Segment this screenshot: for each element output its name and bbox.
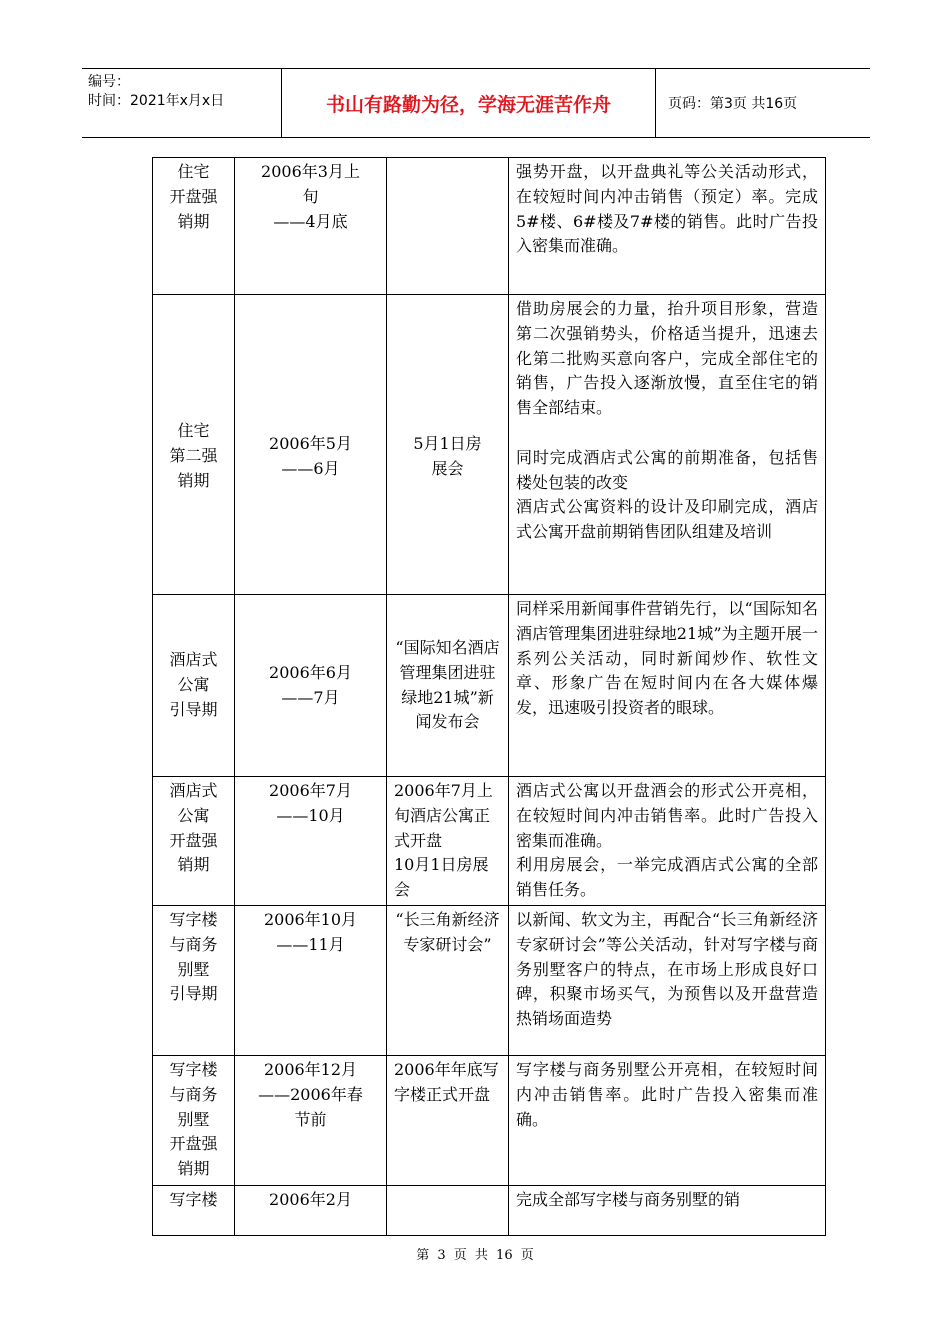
- strategy-paragraph: 利用房展会，一举完成酒店式公寓的全部销售任务。: [516, 855, 818, 900]
- header-motto: 书山有路勤为径，学海无涯苦作舟: [282, 69, 656, 137]
- table-row: [153, 295, 826, 595]
- event-cell: “国际知名酒店管理集团进驻绿地21城”新闻发布会: [387, 595, 509, 777]
- strategy-cell: [509, 1055, 826, 1185]
- sales-schedule-table: [152, 157, 826, 1236]
- event-cell: [387, 1185, 509, 1235]
- header-page-number: 页码：第3页 共16页: [668, 96, 798, 112]
- time-cell: 2006年5月 ——6月: [235, 295, 387, 595]
- document-number-label: 编号：: [88, 74, 130, 90]
- table-row: [153, 158, 826, 295]
- stage-cell: 写字楼 与商务 别墅 引导期: [153, 905, 235, 1055]
- header-meta: [82, 69, 282, 137]
- event-cell: 2006年7月上旬酒店公寓正式开盘 10月1日房展会: [387, 777, 509, 906]
- strategy-paragraph: 完成全部写字楼与商务别墅的销: [516, 1189, 741, 1209]
- table-row: [153, 777, 826, 906]
- time-cell: 2006年6月 ——7月: [235, 595, 387, 777]
- stage-cell: 写字楼: [153, 1185, 235, 1235]
- strategy-cell: [509, 905, 826, 1055]
- table-row: [153, 905, 826, 1055]
- stage-cell: 住宅 第二强 销期: [153, 295, 235, 595]
- strategy-paragraph: [516, 421, 818, 446]
- strategy-paragraph: 写字楼与商务别墅公开亮相，在较短时间内冲击销售率。此时广告投入密集而准确。: [516, 1059, 818, 1129]
- strategy-paragraph: 以新闻、软文为主，再配合“长三角新经济专家研讨会”等公关活动，针对写字楼与商务别墅客户的特点，在市场上形成良好口碑，积聚市场买气，为预售以及开盘营造热销场面造势: [516, 909, 818, 1029]
- table-row: [153, 595, 826, 777]
- stage-cell: 住宅 开盘强 销期: [153, 158, 235, 295]
- strategy-cell: [509, 295, 826, 595]
- time-cell: 2006年7月 ——10月: [235, 777, 387, 906]
- strategy-paragraph: 借助房展会的力量，抬升项目形象，营造第二次强销势头，价格适当提升，迅速去化第二批购买意向客户，完成全部住宅的销售，广告投入逐渐放慢，直至住宅的销售全部结束。: [516, 299, 818, 418]
- strategy-cell: [509, 1185, 826, 1235]
- time-cell: 2006年10月 ——11月: [235, 905, 387, 1055]
- page-footer: 第 3 页 共 16 页: [416, 1248, 534, 1263]
- table-row: [153, 1185, 826, 1235]
- strategy-cell: [509, 777, 826, 906]
- strategy-cell: [509, 595, 826, 777]
- event-cell: 5月1日房 展会: [387, 295, 509, 595]
- stage-cell: 写字楼 与商务 别墅 开盘强 销期: [153, 1055, 235, 1185]
- stage-cell: 酒店式 公寓 引导期: [153, 595, 235, 777]
- document-date-label: 时间：2021年x月x日: [88, 93, 225, 109]
- strategy-paragraph: 酒店式公寓资料的设计及印刷完成，酒店式公寓开盘前期销售团队组建及培训: [516, 497, 818, 542]
- strategy-paragraph: 强势开盘，以开盘典礼等公关活动形式，在较短时间内冲击销售（预定）率。完成5#楼、6#楼及7#楼的销售。此时广告投入密集而准确。: [516, 162, 818, 256]
- strategy-paragraph: 同时完成酒店式公寓的前期准备，包括售楼处包装的改变: [516, 447, 818, 492]
- strategy-paragraph: 酒店式公寓以开盘酒会的形式公开亮相，在较短时间内冲击销售率。此时广告投入密集而准确。: [516, 781, 818, 850]
- strategy-cell: [509, 158, 826, 295]
- time-cell: 2006年2月: [235, 1185, 387, 1235]
- event-cell: [387, 158, 509, 295]
- page-header: [82, 68, 870, 138]
- strategy-paragraph: 同样采用新闻事件营销先行，以“国际知名酒店管理集团进驻绿地21城”为主题开展一系列公关活动，同时新闻炒作、软性文章、形象广告在短时间内在各大媒体爆发，迅速吸引投资者的眼球。: [516, 599, 818, 718]
- time-cell: 2006年3月上 旬 ——4月底: [235, 158, 387, 295]
- stage-cell: 酒店式 公寓 开盘强 销期: [153, 777, 235, 906]
- event-cell: 2006年年底写字楼正式开盘: [387, 1055, 509, 1185]
- time-cell: 2006年12月 ——2006年春 节前: [235, 1055, 387, 1185]
- table-row: [153, 1055, 826, 1185]
- event-cell: “长三角新经济专家研讨会”: [387, 905, 509, 1055]
